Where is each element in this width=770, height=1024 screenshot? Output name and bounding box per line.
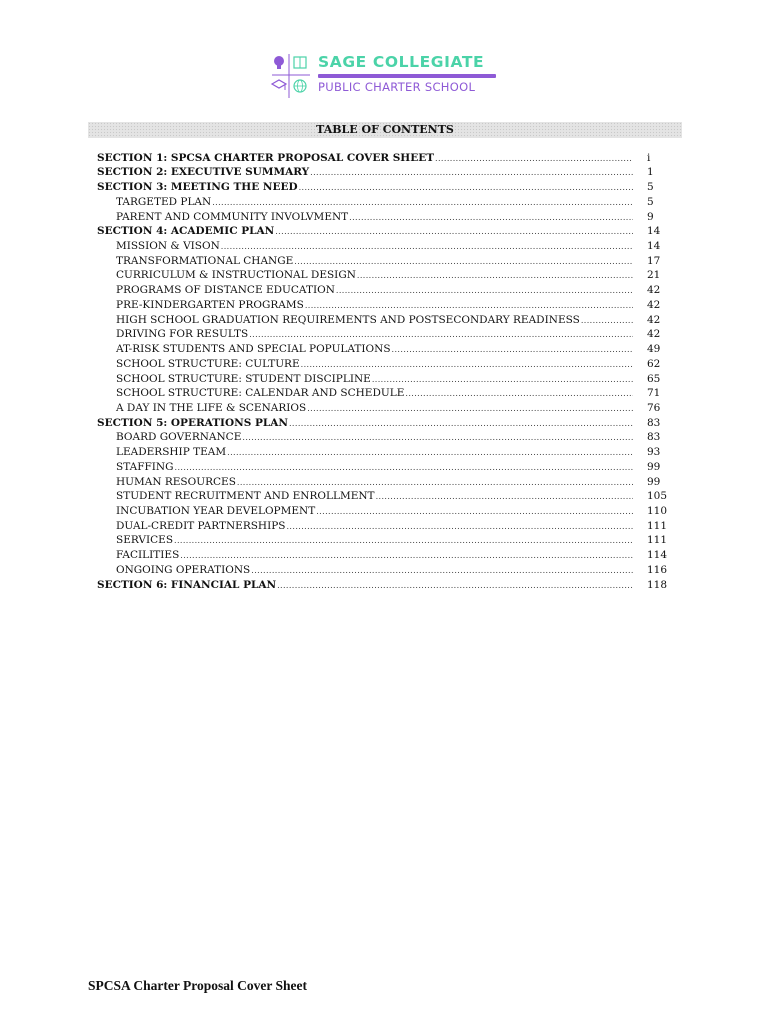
- toc-page-number: 42: [647, 284, 661, 297]
- toc-page-number: 1: [647, 166, 654, 179]
- toc-subsection-entry[interactable]: [97, 474, 679, 489]
- toc-page-number: 116: [647, 563, 668, 576]
- toc-entry-label: SCHOOL STRUCTURE: CALENDAR AND SCHEDULE: [116, 387, 405, 400]
- toc-dot-leader: [392, 343, 633, 356]
- toc-page-number: 5: [647, 195, 654, 208]
- toc-dot-leader: [227, 446, 633, 459]
- toc-page-number: 5: [647, 181, 654, 194]
- toc-dot-leader: [275, 225, 633, 238]
- toc-dot-leader: [405, 387, 633, 400]
- toc-section-entry[interactable]: [97, 415, 679, 430]
- toc-subsection-entry[interactable]: [97, 253, 679, 268]
- toc-dot-leader: [316, 505, 633, 518]
- toc-entry-label: FACILITIES: [116, 549, 180, 562]
- school-logo: [270, 52, 510, 102]
- toc-page-number: 14: [647, 225, 661, 238]
- toc-page-number: 83: [647, 416, 661, 429]
- toc-entry-label: HIGH SCHOOL GRADUATION REQUIREMENTS AND POSTSECONDARY READINESS: [116, 313, 580, 326]
- toc-subsection-entry[interactable]: [97, 297, 679, 312]
- toc-entry-label: DUAL-CREDIT PARTNERSHIPS: [116, 519, 286, 532]
- toc-page-number: 21: [647, 269, 661, 282]
- page-footer: SPCSA Charter Proposal Cover Sheet: [88, 978, 307, 993]
- logo-divider-bar: [318, 74, 496, 78]
- toc-dot-leader: [286, 520, 633, 533]
- toc-page-number: 105: [647, 490, 668, 503]
- toc-subsection-entry[interactable]: [97, 533, 679, 548]
- toc-page-number: 111: [647, 519, 668, 532]
- toc-dot-leader: [336, 284, 633, 297]
- toc-subsection-entry[interactable]: [97, 341, 679, 356]
- toc-dot-leader: [372, 373, 633, 386]
- toc-subsection-entry[interactable]: [97, 356, 679, 371]
- toc-dot-leader: [249, 328, 633, 341]
- logo-icon-cluster: [270, 52, 312, 100]
- toc-page-number: 71: [647, 387, 661, 400]
- toc-list: [97, 150, 679, 592]
- toc-dot-leader: [301, 358, 633, 371]
- toc-entry-label: TRANSFORMATIONAL CHANGE: [116, 254, 294, 267]
- toc-entry-label: PROGRAMS OF DISTANCE EDUCATION: [116, 284, 335, 297]
- toc-subsection-entry[interactable]: [97, 562, 679, 577]
- toc-dot-leader: [175, 461, 634, 474]
- toc-entry-label: SERVICES: [116, 534, 174, 547]
- toc-heading: TABLE OF CONTENTS: [88, 122, 682, 138]
- toc-subsection-entry[interactable]: [97, 238, 679, 253]
- toc-dot-leader: [242, 431, 633, 444]
- toc-page-number: 114: [647, 549, 668, 562]
- toc-entry-label: A DAY IN THE LIFE & SCENARIOS: [116, 401, 307, 414]
- toc-page-number: 42: [647, 328, 661, 341]
- toc-subsection-entry[interactable]: [97, 459, 679, 474]
- graduation-cap-icon: [272, 80, 286, 90]
- toc-entry-label: SCHOOL STRUCTURE: CULTURE: [116, 357, 300, 370]
- toc-page-number: i: [647, 151, 651, 164]
- toc-entry-label: PARENT AND COMMUNITY INVOLVMENT: [116, 210, 349, 223]
- toc-entry-label: SECTION 3: MEETING THE NEED: [97, 181, 298, 194]
- toc-entry-label: SECTION 4: ACADEMIC PLAN: [97, 225, 275, 238]
- toc-dot-leader: [277, 579, 633, 592]
- toc-entry-label: TARGETED PLAN: [116, 195, 212, 208]
- toc-page-number: 76: [647, 401, 661, 414]
- toc-page-number: 83: [647, 431, 661, 444]
- toc-dot-leader: [212, 196, 633, 209]
- toc-dot-leader: [251, 564, 633, 577]
- book-icon: [294, 57, 306, 68]
- toc-entry-label: MISSION & VISON: [116, 240, 220, 253]
- toc-section-entry[interactable]: [97, 165, 679, 180]
- toc-subsection-entry[interactable]: [97, 194, 679, 209]
- toc-entry-label: DRIVING FOR RESULTS: [116, 328, 249, 341]
- toc-entry-label: SECTION 5: OPERATIONS PLAN: [97, 416, 288, 429]
- toc-page-number: 49: [647, 343, 661, 356]
- lightbulb-icon: [274, 56, 284, 69]
- toc-entry-label: BOARD GOVERNANCE: [116, 431, 242, 444]
- toc-entry-label: AT-RISK STUDENTS AND SPECIAL POPULATIONS: [116, 343, 391, 356]
- logo-title: SAGE COLLEGIATE: [318, 53, 485, 71]
- toc-page-number: 62: [647, 357, 661, 370]
- toc-entry-label: STUDENT RECRUITMENT AND ENROLLMENT: [116, 490, 375, 503]
- toc-dot-leader: [349, 211, 633, 224]
- toc-section-entry[interactable]: [97, 150, 679, 165]
- toc-entry-label: CURRICULUM & INSTRUCTIONAL DESIGN: [116, 269, 356, 282]
- toc-dot-leader: [299, 181, 633, 194]
- toc-dot-leader: [376, 490, 633, 503]
- toc-entry-label: STAFFING: [116, 460, 174, 473]
- toc-subsection-entry[interactable]: [97, 282, 679, 297]
- toc-entry-label: ONGOING OPERATIONS: [116, 563, 251, 576]
- toc-dot-leader: [221, 240, 633, 253]
- toc-page-number: 99: [647, 475, 661, 488]
- toc-dot-leader: [307, 402, 633, 415]
- globe-icon: [294, 80, 306, 92]
- toc-dot-leader: [310, 166, 633, 179]
- toc-subsection-entry[interactable]: [97, 547, 679, 562]
- toc-section-entry[interactable]: [97, 577, 679, 592]
- toc-page-number: 14: [647, 240, 661, 253]
- toc-subsection-entry[interactable]: [97, 371, 679, 386]
- toc-page-number: 110: [647, 504, 668, 517]
- toc-dot-leader: [289, 417, 633, 430]
- toc-subsection-entry[interactable]: [97, 400, 679, 415]
- toc-subsection-entry[interactable]: [97, 327, 679, 342]
- toc-page-number: 42: [647, 313, 661, 326]
- toc-page-number: 17: [647, 254, 661, 267]
- toc-entry-label: HUMAN RESOURCES: [116, 475, 236, 488]
- toc-section-entry[interactable]: [97, 224, 679, 239]
- toc-dot-leader: [237, 476, 633, 489]
- toc-subsection-entry[interactable]: [97, 489, 679, 504]
- toc-dot-leader: [294, 255, 633, 268]
- toc-dot-leader: [174, 534, 633, 547]
- toc-page-number: 99: [647, 460, 661, 473]
- toc-page-number: 118: [647, 578, 668, 591]
- toc-dot-leader: [357, 269, 633, 282]
- toc-subsection-entry[interactable]: [97, 209, 679, 224]
- toc-page-number: 111: [647, 534, 668, 547]
- toc-entry-label: INCUBATION YEAR DEVELOPMENT: [116, 504, 316, 517]
- toc-entry-label: SECTION 1: SPCSA CHARTER PROPOSAL COVER SHEET: [97, 151, 435, 164]
- logo-subtitle: PUBLIC CHARTER SCHOOL: [318, 80, 476, 94]
- toc-subsection-entry[interactable]: [97, 503, 679, 518]
- toc-entry-label: SECTION 6: FINANCIAL PLAN: [97, 578, 277, 591]
- toc-dot-leader: [581, 314, 633, 327]
- toc-entry-label: PRE-KINDERGARTEN PROGRAMS: [116, 298, 304, 311]
- toc-page-number: 9: [647, 210, 654, 223]
- toc-subsection-entry[interactable]: [97, 444, 679, 459]
- toc-subsection-entry[interactable]: [97, 268, 679, 283]
- toc-subsection-entry[interactable]: [97, 430, 679, 445]
- toc-section-entry[interactable]: [97, 179, 679, 194]
- toc-subsection-entry[interactable]: [97, 312, 679, 327]
- toc-entry-label: LEADERSHIP TEAM: [116, 446, 227, 459]
- toc-subsection-entry[interactable]: [97, 386, 679, 401]
- toc-page-number: 93: [647, 446, 661, 459]
- toc-entry-label: SCHOOL STRUCTURE: STUDENT DISCIPLINE: [116, 372, 371, 385]
- toc-dot-leader: [435, 152, 633, 165]
- toc-page-number: 42: [647, 298, 661, 311]
- toc-page-number: 65: [647, 372, 661, 385]
- toc-entry-label: SECTION 2: EXECUTIVE SUMMARY: [97, 166, 310, 179]
- toc-dot-leader: [180, 549, 633, 562]
- toc-subsection-entry[interactable]: [97, 518, 679, 533]
- toc-dot-leader: [305, 299, 633, 312]
